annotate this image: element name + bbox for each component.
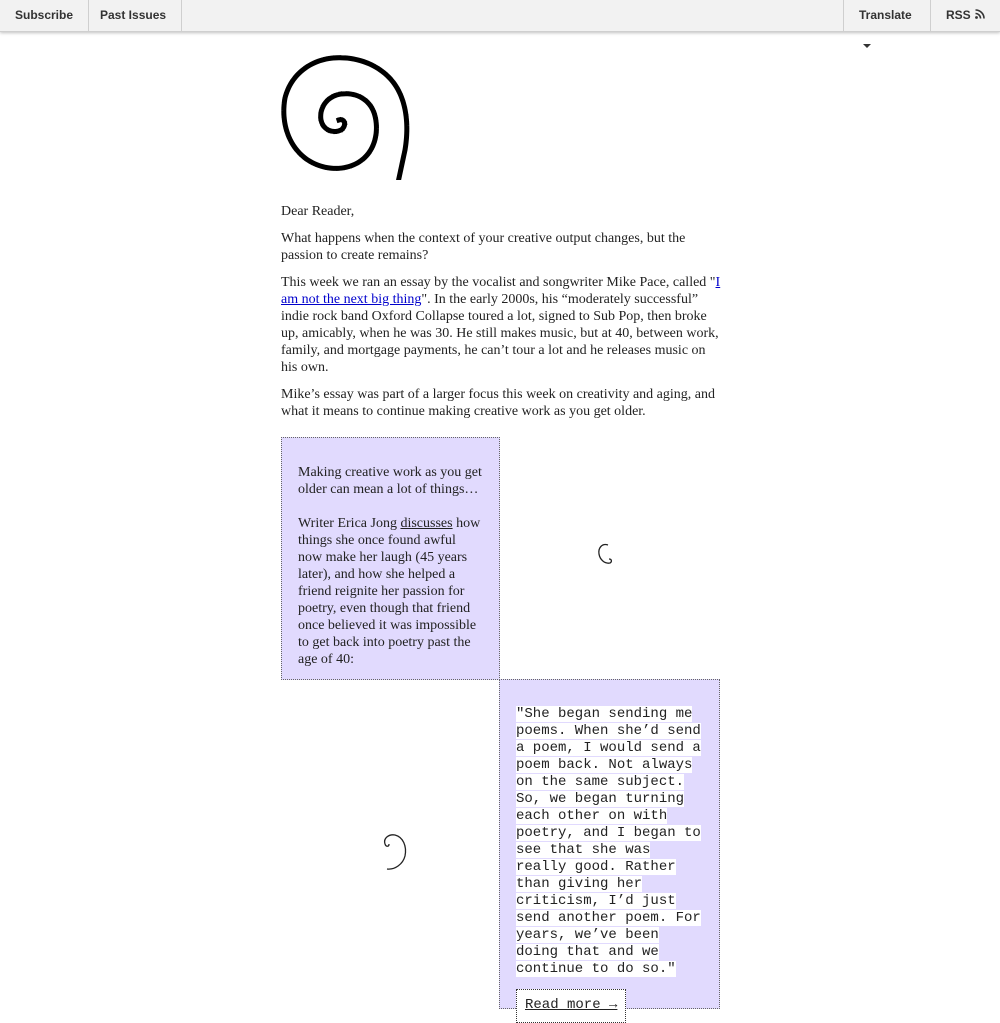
quote-text: "She began sending me poems. When she’d send a poem, I would send a poem back. Not always on the same subject. So, we began turning each other on with poetry, and I began to see that she was really good. Rather than giving her criticism, I’d just send another poem. For years, we’ve been doing that and we continue to do so."	[516, 706, 701, 977]
rss-link[interactable]	[930, 0, 1000, 31]
spiral-icon	[596, 542, 614, 566]
subscribe-link[interactable]	[0, 0, 89, 31]
caret-down-icon	[863, 44, 871, 48]
quote-card	[499, 679, 720, 1013]
erica-jong-card	[281, 437, 500, 680]
past-issues-link[interactable]	[85, 0, 182, 31]
card-intro: Making creative work as you get older can mean a lot of things…	[298, 465, 482, 497]
translate-label: Translate	[859, 8, 912, 22]
focus-paragraph: Mike’s essay was part of a larger focus this week on creativity and aging, and what it means to continue making creative work as you get older.	[281, 387, 715, 419]
discusses-link[interactable]: discusses	[400, 516, 453, 531]
essay-link[interactable]: I am not the next big thing	[281, 275, 721, 307]
spiral-icon	[377, 832, 409, 872]
essay-paragraph	[281, 274, 721, 376]
greeting: Dear Reader,	[281, 204, 355, 219]
card-description	[298, 515, 483, 668]
letter-body	[281, 203, 721, 430]
rss-icon	[975, 9, 985, 19]
read-more-button[interactable]: Read more →	[516, 989, 626, 1023]
card-text-after: how things she once found awful now make her laugh (45 years later), and how she helped a friend reignite her passion for poetry, even though that friend once believed it was impossible to get back into poetry past the age of 40:	[298, 516, 481, 667]
pixel-spiral-icon	[281, 54, 421, 180]
past-issues-label: Past Issues	[100, 8, 167, 22]
essay-text-after: ". In the early 2000s, his “moderately successful” indie rock band Oxford Collapse toured a lot, signed to Sub Pop, then broke up, amicably, when he was 30. He still makes music, but at 40, between work, family, and mortgage payments, he can’t tour a lot and he releases music on his own.	[281, 292, 719, 375]
translate-dropdown[interactable]	[843, 0, 931, 31]
card-text-before: Writer Erica Jong	[298, 516, 401, 531]
essay-text-before: This week we ran an essay by the vocalist and songwriter Mike Pace, called "	[281, 275, 716, 290]
rss-label: RSS	[946, 8, 971, 22]
erica-jong-quote	[516, 706, 703, 978]
subscribe-label: Subscribe	[15, 8, 74, 22]
top-nav-bar	[0, 0, 1000, 32]
intro-paragraph: What happens when the context of your creative output changes, but the passion to create remains?	[281, 231, 686, 263]
